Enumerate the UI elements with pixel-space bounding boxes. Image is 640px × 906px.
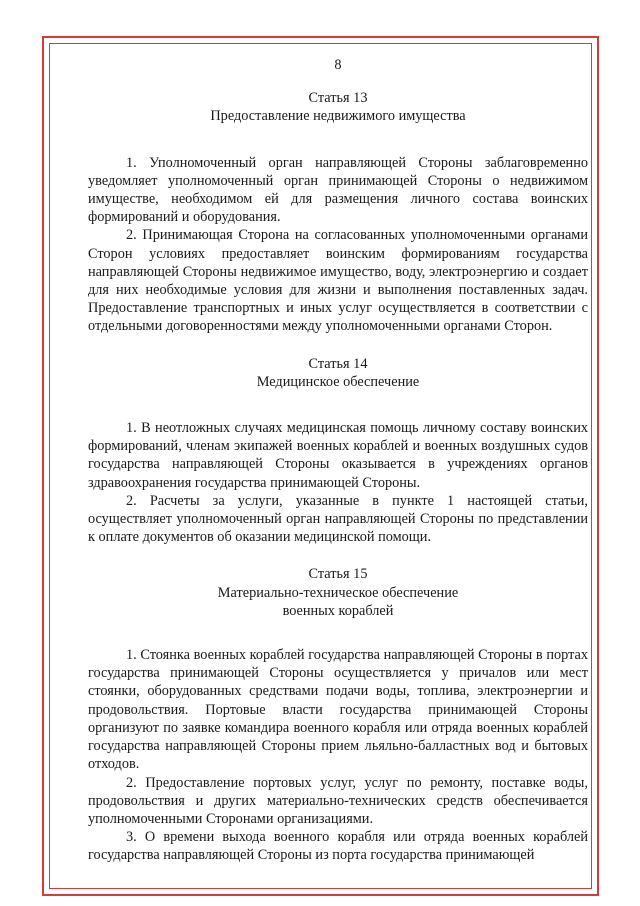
article-13 [88,89,588,335]
article-subtitle: Предоставление недвижимого имущества [210,108,466,125]
paragraph: 2. Принимающая Сторона на согласованных уполномоченными органами Сторон условиях предоставляет воинским формированиям государства направляющей Стороны недвижимое имущество, воду, электроэнергию и создает для них необходимые условия для жизни и выполнения поставленных задач. Предоставление транспортных и иных услуг осуществляется в соответствии с отдельными договоренностями между уполномоченными органами Сторон. [88,227,588,335]
article-title: Статья 15 [308,566,368,583]
paragraph: 3. О времени выхода военного корабля или отряда военных кораблей государства направляющей Стороны из порта государства принимающей [88,829,588,864]
paragraph: 2. Предоставление портовых услуг, услуг по ремонту, поставке воды, продовольствия и других материально-технических средств обеспечивается уполномоченными Сторонами организациями. [88,774,588,827]
article-title: Статья 14 [308,355,368,372]
article-subtitle: Материально-техническое обеспечение [217,584,459,601]
document-body [88,56,588,865]
article-subtitle: Медицинское обеспечение [256,373,420,390]
page-number: 8 [334,57,342,73]
article-title: Статья 13 [308,90,368,107]
article-14 [88,355,588,547]
paragraph: 1. Стоянка военных кораблей государства направляющей Стороны в портах государства принимающей Стороны осуществляется у причалов или мест стоянки, оборудованных средствами подачи воды, топлива, электроэнергии и продовольствия. Портовые власти государства принимающей Стороны организуют по заявке командира военного корабля или отряда военных кораблей государства направляющей Стороны прием льяльно-балластных вод и бытовых отходов. [88,647,588,773]
paragraph: 2. Расчеты за услуги, указанные в пункте 1 настоящей статьи, осуществляет уполномоченный орган направляющей Стороны по представлении к оплате документов об оказании медицинской помощи. [88,492,588,546]
article-15 [88,565,588,864]
paragraph: 1. В неотложных случаях медицинская помощь личному составу воинских формирований, членам экипажей военных кораблей и военных воздушных судов государства направляющей Стороны оказывается в учреждениях органов здравоохранения государства принимающей Стороны. [88,420,588,491]
article-subtitle: военных кораблей [282,602,394,619]
paragraph: 1. Уполномоченный орган направляющей Стороны заблаговременно уведомляет уполномоченный орган принимающей Стороны о недвижимом имуществе, необходимом ей для размещения личного состава воинских формирований и оборудования. [88,154,588,226]
